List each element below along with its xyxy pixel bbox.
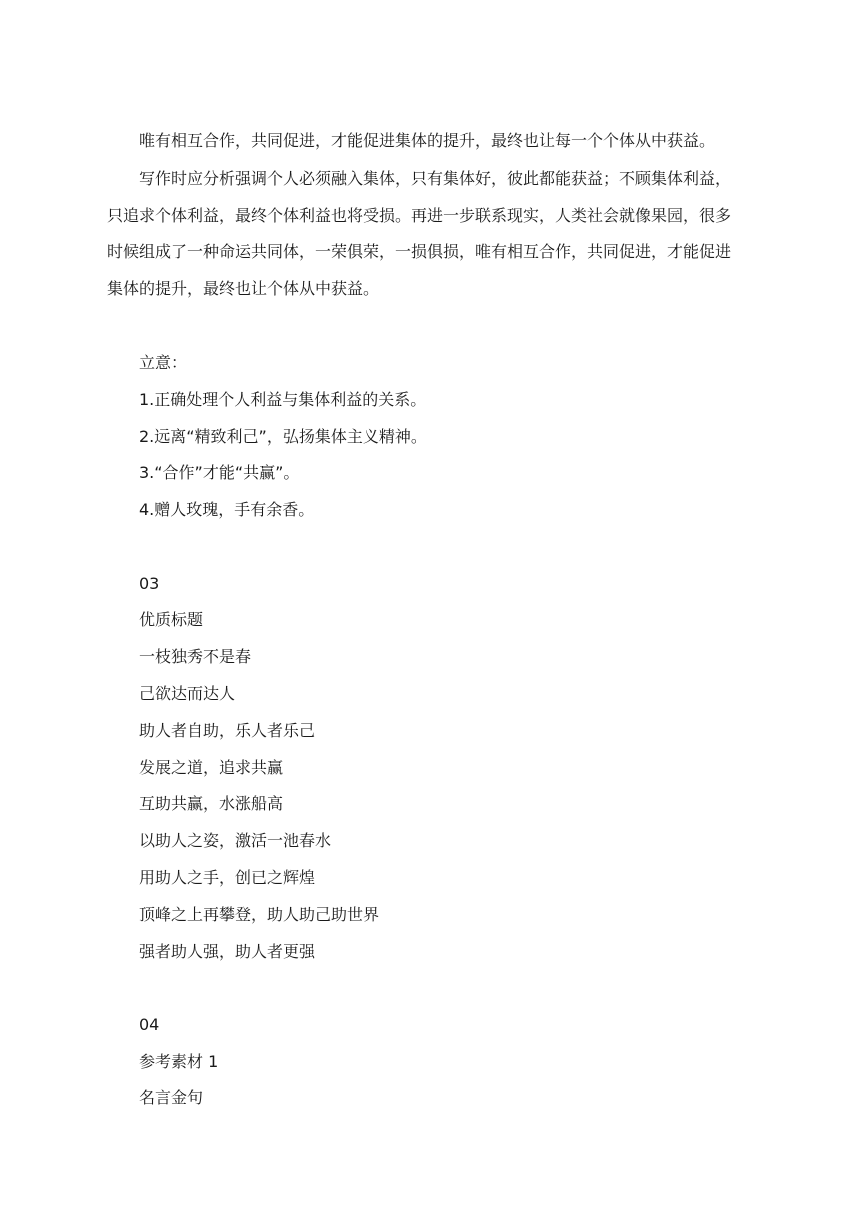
paragraph-line: 集体的提升，最终也让个体从中获益。: [107, 279, 380, 298]
title-item: 顶峰之上再攀登，助人助己助世界: [139, 905, 380, 924]
section-subtitle: 名言金句: [139, 1088, 204, 1107]
title-item: 己欲达而达人: [139, 684, 236, 703]
title-item: 发展之道，追求共赢: [139, 758, 284, 777]
list-item: 4.赠人玫瑰，手有余香。: [139, 500, 315, 519]
section-title: 优质标题: [139, 610, 204, 629]
title-item: 以助人之姿，激活一池春水: [139, 831, 332, 850]
paragraph-line: 时候组成了一种命运共同体，一荣俱荣，一损俱损，唯有相互合作，共同促进，才能促进: [107, 242, 732, 261]
paragraph-line: 写作时应分析强调个人必须融入集体，只有集体好，彼此都能获益；不顾集体利益，: [139, 169, 732, 188]
title-item: 一枝独秀不是春: [139, 647, 252, 666]
section-number: 03: [139, 574, 160, 593]
title-item: 用助人之手，创已之辉煌: [139, 868, 316, 887]
paragraph-line: 只追求个体利益，最终个体利益也将受损。再进一步联系现实，人类社会就像果园，很多: [107, 206, 732, 225]
title-item: 强者助人强，助人者更强: [139, 942, 316, 961]
title-item: 助人者自助，乐人者乐己: [139, 721, 316, 740]
section-heading: 立意：: [139, 353, 188, 372]
list-item: 2.远离“精致利己”，弘扬集体主义精神。: [139, 427, 427, 446]
section-title: 参考素材 1: [139, 1052, 219, 1071]
section-number: 04: [139, 1015, 160, 1034]
paragraph-line: 唯有相互合作，共同促进，才能促进集体的提升，最终也让每一个个体从中获益。: [139, 131, 716, 150]
list-item: 3.“合作”才能“共赢”。: [139, 463, 300, 482]
title-item: 互助共赢，水涨船高: [139, 794, 284, 813]
list-item: 1.正确处理个人利益与集体利益的关系。: [139, 390, 427, 409]
